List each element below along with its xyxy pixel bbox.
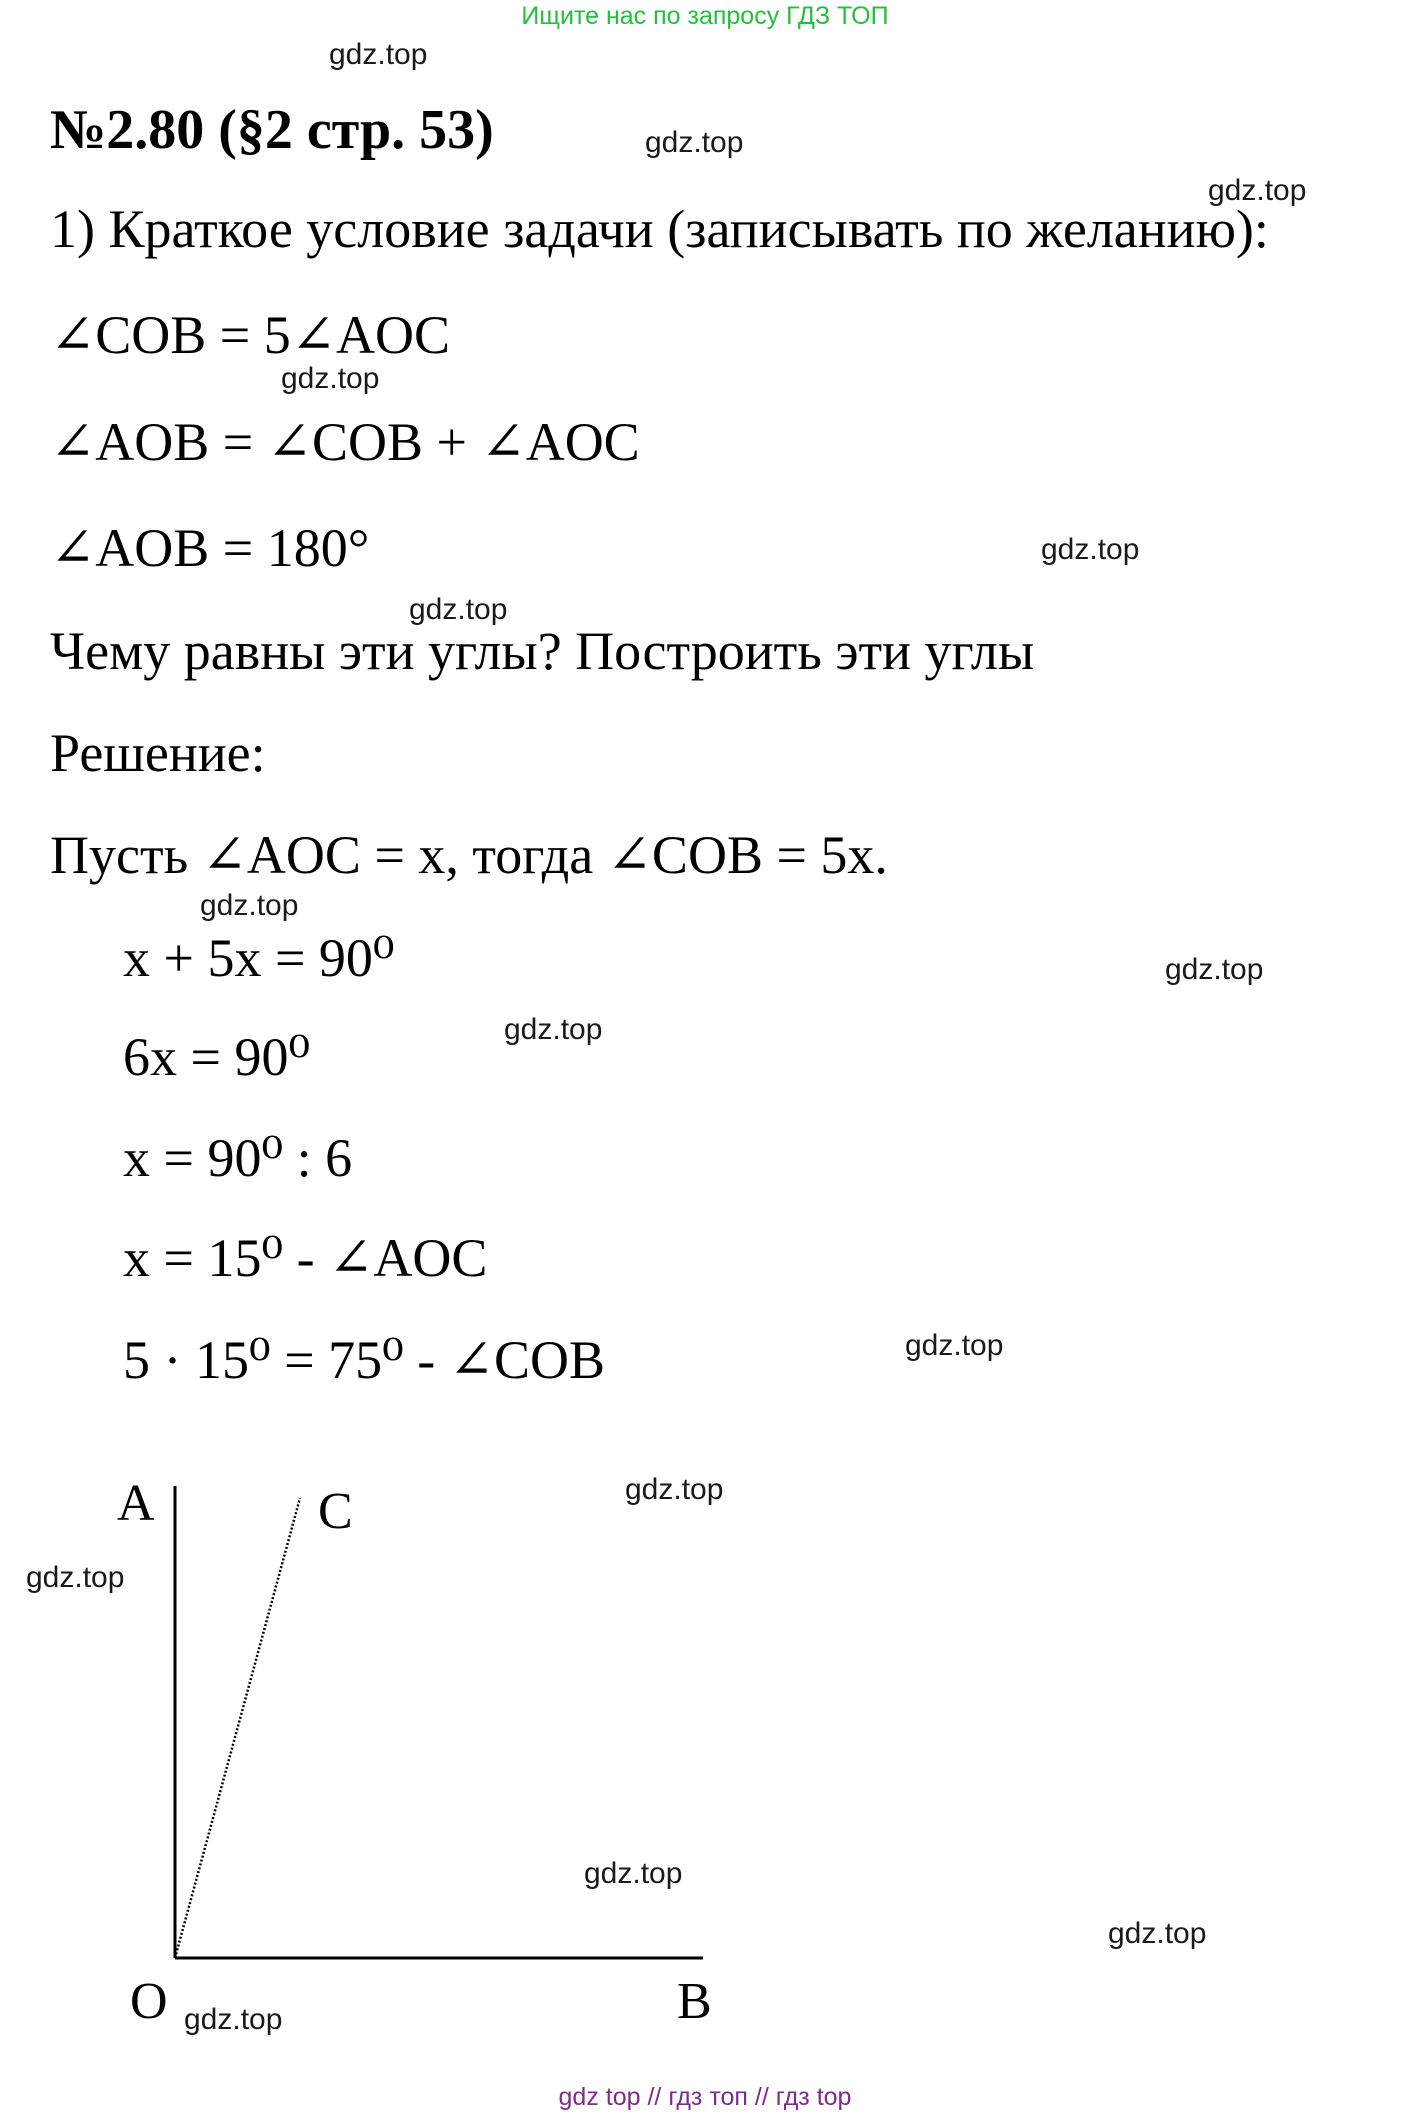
ray-oc [175,1498,300,1958]
watermark: gdz.top [26,1561,125,1594]
question-text: Чему равны эти углы? Построить эти углы [50,621,1035,681]
given-line-2: ∠AOB = ∠COB + ∠AOC [50,412,640,472]
watermark: gdz.top [1165,953,1264,986]
step-3: x = 90⁰ : 6 [123,1128,353,1188]
point-label-b: B [677,1973,712,2030]
watermark: gdz.top [1108,1917,1207,1950]
step-4: x = 15⁰ - ∠AOC [123,1228,488,1288]
given-line-1: ∠COB = 5∠AOC [50,305,450,365]
watermark: gdz.top [584,1857,683,1890]
step-2: 6x = 90⁰ [123,1027,311,1087]
watermark: gdz.top [625,1473,724,1506]
problem-title: №2.80 (§2 стр. 53) [50,99,494,161]
step-1: x + 5x = 90⁰ [123,928,395,988]
given-line-3: ∠AOB = 180° [50,518,370,578]
point-label-c: C [318,1483,353,1540]
watermark: gdz.top [281,362,380,395]
point-label-o: O [130,1973,168,2030]
watermark: gdz.top [409,593,508,626]
step-5: 5 · 15⁰ = 75⁰ - ∠COB [123,1330,605,1390]
let-line: Пусть ∠AOC = x, тогда ∠COB = 5x. [50,825,888,885]
solution-label: Решение: [50,723,266,783]
watermark: gdz.top [200,889,299,922]
point-label-a: A [117,1475,155,1532]
watermark: gdz.top [645,126,744,159]
watermark: gdz.top [184,2003,283,2036]
watermark: gdz.top [905,1329,1004,1362]
watermark: gdz.top [1208,174,1307,207]
top-banner[interactable]: Ищите нас по запросу ГДЗ ТОП [521,2,889,30]
condition-heading: 1) Краткое условие задачи (записывать по желанию): [50,199,1269,259]
watermark: gdz.top [1041,533,1140,566]
watermark: gdz.top [329,38,428,71]
footer-links[interactable]: gdz top // гдз топ // гдз top [558,2083,852,2111]
watermark: gdz.top [504,1013,603,1046]
